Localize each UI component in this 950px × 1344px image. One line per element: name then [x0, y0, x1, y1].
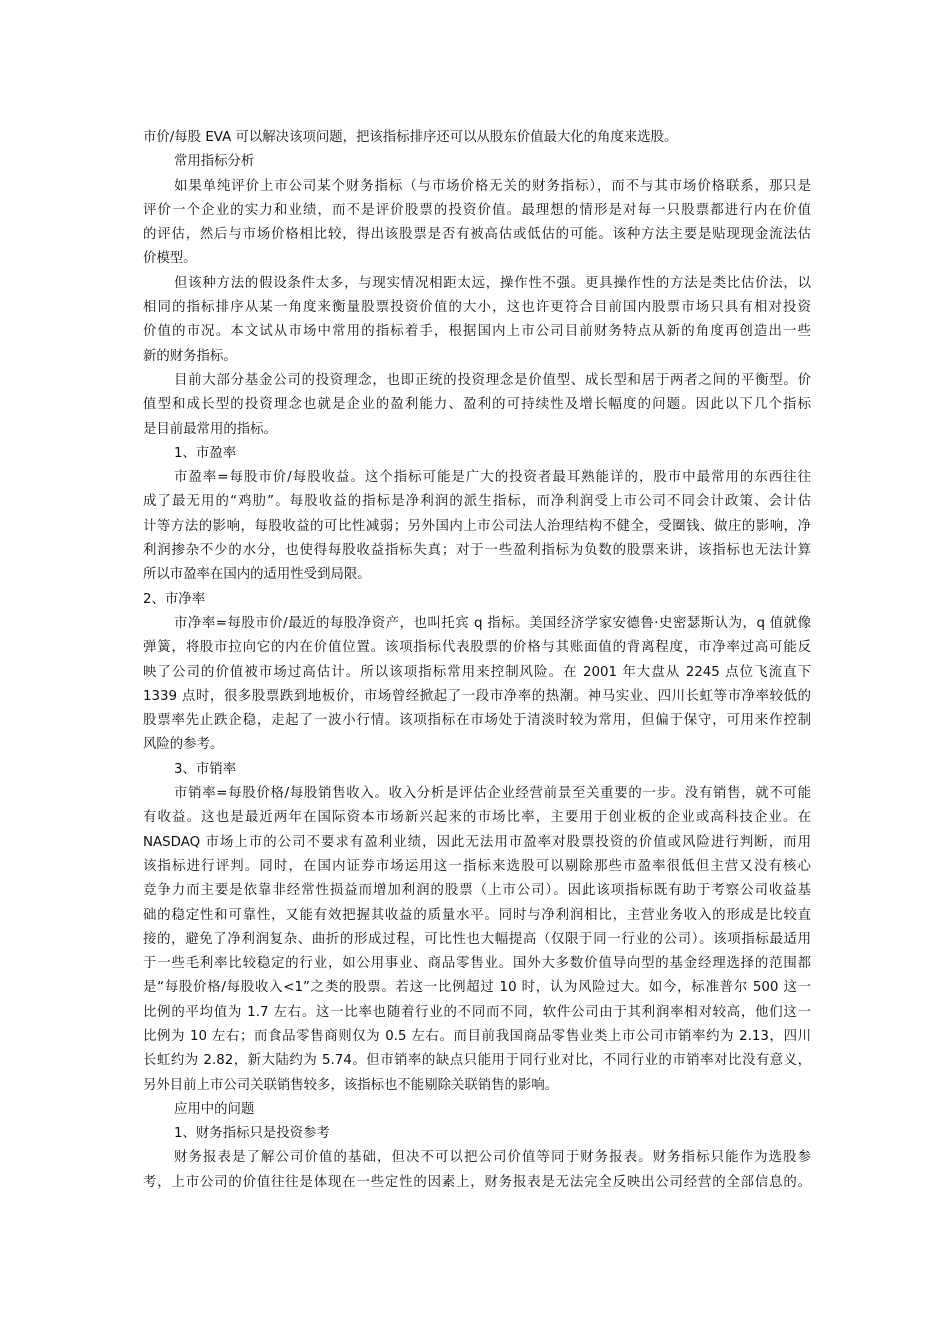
text-line: 股票率先止跌企稳，走起了一波小行情。该项指标在市场处于清淡时较为常用，但偏于保守，可用来作控制	[143, 713, 811, 729]
text-line: 市价/每股 EVA 可以解决该项问题，把该指标排序还可以从股东价值最大化的角度来选股。	[143, 130, 678, 145]
text-line: 风险的参考。	[143, 737, 224, 753]
text-line: 另外目前上市公司关联销售较多，该指标也不能剔除关联销售的影响。	[143, 1077, 559, 1093]
text-line: 映了公司的价值被市场过高估计。所以该项指标常用来控制风险。在 2001 年大盘从 2245 点位飞流直下	[143, 664, 811, 680]
text-line: 比例为 10 左右；而食品零售商则仅为 0.5 左右。而目前我国商品零售业类上市公司市销率约为 2.13，四川	[143, 1028, 811, 1044]
text-line: 长虹约为 2.82，新大陆约为 5.74。但市销率的缺点只能用于同行业对比，不同行业的市销率对比没有意义，	[143, 1053, 811, 1069]
text-line: 评价一个企业的实力和业绩，而不是评价股票的投资价值。最理想的情形是对每一只股票都进行内在价值	[143, 202, 811, 218]
text-line: 价值的市况。本文试从市场中常用的指标着手，根据国内上市公司目前财务特点从新的角度再创造出一些	[143, 324, 811, 340]
text-line: 目前大部分基金公司的投资理念，也即正统的投资理念是价值型、成长型和居于两者之间的平衡型。价	[174, 372, 811, 388]
text-line: 常用指标分析	[174, 154, 255, 170]
text-line: 的评估，然后与市场价格相比较，得出该股票是否有被高估或低估的可能。该种方法主要是贴现现金流法估	[143, 227, 811, 243]
text-line: 于一些毛利率比较稳定的行业，如公用事业、商品零售业。国外大多数价值导向型的基金经理选择的范围都	[143, 956, 811, 972]
text-line: 3、市销率	[174, 761, 237, 777]
text-line: 1、财务指标只是投资参考	[174, 1126, 330, 1142]
text-line: 比例的平均值为 1.7 左右。这一比率也随着行业的不同而不同，软件公司由于其利润率相对较高，他们这一	[143, 1004, 811, 1020]
text-line: 市净率=每股市价/最近的每股净资产，也叫托宾 q 指标。美国经济学家安德鲁·史密瑟斯认为，q 值就像	[174, 615, 811, 631]
text-line: 计等方法的影响，每股收益的可比性减弱；另外国内上市公司法人治理结构不健全，受圈钱、做庄的影响，净	[143, 518, 811, 534]
text-line: 1、市盈率	[174, 445, 237, 461]
text-line: 是目前最常用的指标。	[143, 421, 277, 437]
text-line: 成了最无用的“鸡肋”。每股收益的指标是净利润的派生指标，而净利润受上市公司不同会计政策、会计估	[143, 494, 811, 510]
text-line: 值型和成长型的投资理念也就是企业的盈利能力、盈利的可持续性及增长幅度的问题。因此以下几个指标	[143, 397, 811, 413]
text-line: NASDAQ 市场上市的公司不要求有盈利业绩，因此无法用市盈率对股票投资的价值或风险进行判断，而用	[143, 834, 811, 850]
text-line: 础的稳定性和可靠性，又能有效把握其收益的质量水平。同时与净利润相比，主营业务收入的形成是比较直	[143, 907, 811, 923]
text-line: 相同的指标排序从某一角度来衡量股票投资价值的大小，这也许更符合目前国内股票市场只具有相对投资	[143, 300, 811, 316]
text-line: 如果单纯评价上市公司某个财务指标（与市场价格无关的财务指标），而不与其市场价格联系，那只是	[174, 178, 811, 194]
text-line: 竞争力而主要是依靠非经常性损益而增加利润的股票（上市公司）。因此该项指标既有助于考察公司收益基	[143, 883, 811, 899]
text-line: 1339 点时，很多股票跌到地板价，市场曾经掀起了一段市净率的热潮。神马实业、四川长虹等市净率较低的	[143, 688, 811, 704]
document-body	[143, 126, 811, 1195]
text-line: 是“每股价格/每股收入<1”之类的股票。若这一比例超过 10 时，认为风险过大。如今，标准普尔 500 这一	[143, 980, 811, 996]
text-line: 但该种方法的假设条件太多，与现实情况相距太远，操作性不强。更具操作性的方法是类比估价法，以	[174, 275, 811, 291]
text-line: 应用中的问题	[174, 1101, 255, 1117]
text-line: 市销率=每股价格/每股销售收入。收入分析是评估企业经营前景至关重要的一步。没有销售，就不可能	[174, 786, 811, 802]
text-line: 有收益。这也是最近两年在国际资本市场新兴起来的市场比率，主要用于创业板的企业或高科技企业。在	[143, 810, 811, 826]
text-line: 市盈率=每股市价/每股收益。这个指标可能是广大的投资者最耳熟能详的，股市中最常用的东西往往	[174, 470, 811, 486]
text-line: 新的财务指标。	[143, 348, 237, 364]
text-line: 财务报表是了解公司价值的基础，但决不可以把公司价值等同于财务报表。财务指标只能作为选股参	[174, 1150, 811, 1166]
text-line: 弹簧，将股市拉向它的内在价值位置。该项指标代表股票的价格与其账面值的背离程度，市净率过高可能反	[143, 640, 811, 656]
text-line: 价模型。	[143, 251, 197, 267]
text-line: 利润掺杂不少的水分，也使得每股收益指标失真；对于一些盈利指标为负数的股票来讲，该指标也无法计算	[143, 543, 811, 559]
text-line: 考，上市公司的价值往往是体现在一些定性的因素上，财务报表是无法完全反映出公司经营的全部信息的。	[143, 1174, 811, 1190]
text-line: 2、市净率	[143, 591, 206, 607]
text-line: 所以市盈率在国内的适用性受到局限。	[143, 567, 371, 583]
text-line: 该指标进行评判。同时，在国内证券市场运用这一指标来选股可以剔除那些市盈率很低但主营又没有核心	[143, 858, 811, 874]
text-line: 接的，避免了净利润复杂、曲折的形成过程，可比性也大幅提高（仅限于同一行业的公司）。该项指标最适用	[143, 931, 811, 947]
